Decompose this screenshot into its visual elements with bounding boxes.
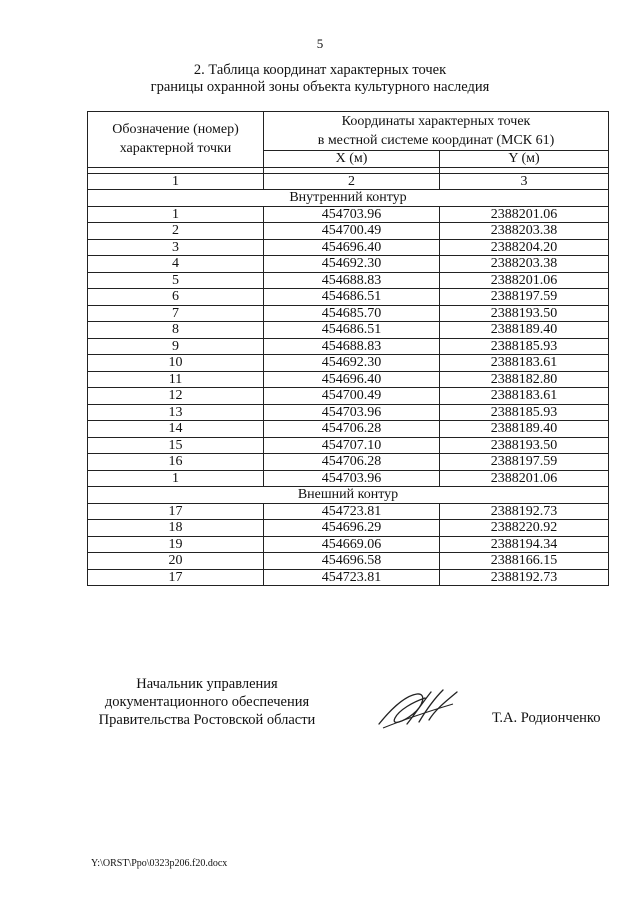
table-row (88, 322, 609, 339)
point-number: 1 (88, 470, 264, 487)
point-number: 19 (88, 536, 264, 553)
x-coordinate: 454700.49 (264, 388, 440, 405)
section-label: Внутренний контур (88, 190, 609, 207)
y-coordinate: 2388182.80 (440, 371, 609, 388)
table-row (88, 503, 609, 520)
point-number: 15 (88, 437, 264, 454)
header-point-designation (88, 112, 264, 168)
x-coordinate: 454696.58 (264, 553, 440, 570)
x-coordinate: 454707.10 (264, 437, 440, 454)
coordinates-table (87, 111, 609, 586)
column-numbers-row (88, 173, 609, 190)
table-row (88, 569, 609, 586)
table-row (88, 256, 609, 273)
section-label: Внешний контур (88, 487, 609, 504)
table-row (88, 223, 609, 240)
header-col23-line1: Координаты характерных точек (341, 114, 531, 129)
y-coordinate: 2388185.93 (440, 404, 609, 421)
point-number: 8 (88, 322, 264, 339)
outer-contour-header (88, 487, 609, 504)
point-number: 17 (88, 569, 264, 586)
title-line-1: 2. Таблица координат характерных точек (193, 62, 447, 78)
x-coordinate: 454692.30 (264, 256, 440, 273)
x-coordinate: 454706.28 (264, 421, 440, 438)
x-coordinate: 454703.96 (264, 470, 440, 487)
y-coordinate: 2388197.59 (440, 454, 609, 471)
header-coordinates (264, 112, 609, 151)
y-coordinate: 2388201.06 (440, 206, 609, 223)
x-coordinate: 454723.81 (264, 569, 440, 586)
header-row-1 (88, 112, 609, 151)
table-title (0, 62, 640, 96)
table-row (88, 305, 609, 322)
table-row (88, 536, 609, 553)
table-row (88, 206, 609, 223)
table-row (88, 272, 609, 289)
signatory-line-3: Правительства Ростовской области (98, 712, 316, 728)
point-number: 18 (88, 520, 264, 537)
table-row (88, 520, 609, 537)
table-row (88, 388, 609, 405)
y-coordinate: 2388203.38 (440, 256, 609, 273)
table-row (88, 421, 609, 438)
y-coordinate: 2388201.06 (440, 470, 609, 487)
y-coordinate: 2388192.73 (440, 569, 609, 586)
point-number: 6 (88, 289, 264, 306)
point-number: 11 (88, 371, 264, 388)
header-col1-line1: Обозначение (номер) (112, 122, 239, 138)
handwritten-signature (373, 684, 463, 734)
y-coordinate: 2388194.34 (440, 536, 609, 553)
y-coordinate: 2388204.20 (440, 239, 609, 256)
y-coordinate: 2388220.92 (440, 520, 609, 537)
x-coordinate: 454703.96 (264, 404, 440, 421)
y-coordinate: 2388189.40 (440, 421, 609, 438)
table-row (88, 371, 609, 388)
point-number: 3 (88, 239, 264, 256)
point-number: 10 (88, 355, 264, 372)
signatory-name: Т.А. Родионченко (492, 710, 601, 726)
point-number: 17 (88, 503, 264, 520)
point-number: 12 (88, 388, 264, 405)
x-coordinate: 454688.83 (264, 272, 440, 289)
table-row (88, 239, 609, 256)
x-coordinate: 454703.96 (264, 206, 440, 223)
y-coordinate: 2388183.61 (440, 355, 609, 372)
table-row (88, 289, 609, 306)
y-coordinate: 2388193.50 (440, 305, 609, 322)
column-number: 3 (440, 173, 609, 190)
y-coordinate: 2388203.38 (440, 223, 609, 240)
x-coordinate: 454700.49 (264, 223, 440, 240)
page-number: 5 (316, 36, 324, 51)
y-coordinate: 2388192.73 (440, 503, 609, 520)
y-coordinate: 2388183.61 (440, 388, 609, 405)
header-x: X (м) (264, 151, 440, 168)
x-coordinate: 454696.40 (264, 239, 440, 256)
column-number: 1 (88, 173, 264, 190)
table-row (88, 454, 609, 471)
table-row (88, 355, 609, 372)
table-row (88, 553, 609, 570)
header-col23-line2: в местной системе координат (МСК 61) (317, 133, 555, 148)
point-number: 7 (88, 305, 264, 322)
x-coordinate: 454692.30 (264, 355, 440, 372)
y-coordinate: 2388201.06 (440, 272, 609, 289)
y-coordinate: 2388193.50 (440, 437, 609, 454)
header-col1-line2: характерной точки (119, 141, 232, 157)
x-coordinate: 454685.70 (264, 305, 440, 322)
point-number: 14 (88, 421, 264, 438)
title-line-2: границы охранной зоны объекта культурного наследия (150, 79, 490, 95)
column-number: 2 (264, 173, 440, 190)
signatory-line-2: документационного обеспечения (104, 694, 310, 710)
x-coordinate: 454706.28 (264, 454, 440, 471)
point-number: 5 (88, 272, 264, 289)
y-coordinate: 2388166.15 (440, 553, 609, 570)
x-coordinate: 454696.40 (264, 371, 440, 388)
signatory-line-1: Начальник управления (136, 676, 278, 692)
x-coordinate: 454723.81 (264, 503, 440, 520)
point-number: 20 (88, 553, 264, 570)
x-coordinate: 454669.06 (264, 536, 440, 553)
inner-contour-header (88, 190, 609, 207)
file-path: Y:\ORST\Ppo\0323p206.f20.docx (91, 858, 228, 869)
point-number: 1 (88, 206, 264, 223)
x-coordinate: 454686.51 (264, 322, 440, 339)
header-y: Y (м) (440, 151, 609, 168)
y-coordinate: 2388185.93 (440, 338, 609, 355)
point-number: 13 (88, 404, 264, 421)
signatory-title (78, 675, 336, 729)
point-number: 9 (88, 338, 264, 355)
y-coordinate: 2388197.59 (440, 289, 609, 306)
table-row (88, 437, 609, 454)
point-number: 16 (88, 454, 264, 471)
x-coordinate: 454688.83 (264, 338, 440, 355)
x-coordinate: 454686.51 (264, 289, 440, 306)
table-row (88, 404, 609, 421)
table-row (88, 470, 609, 487)
point-number: 2 (88, 223, 264, 240)
table-row (88, 338, 609, 355)
x-coordinate: 454696.29 (264, 520, 440, 537)
y-coordinate: 2388189.40 (440, 322, 609, 339)
point-number: 4 (88, 256, 264, 273)
